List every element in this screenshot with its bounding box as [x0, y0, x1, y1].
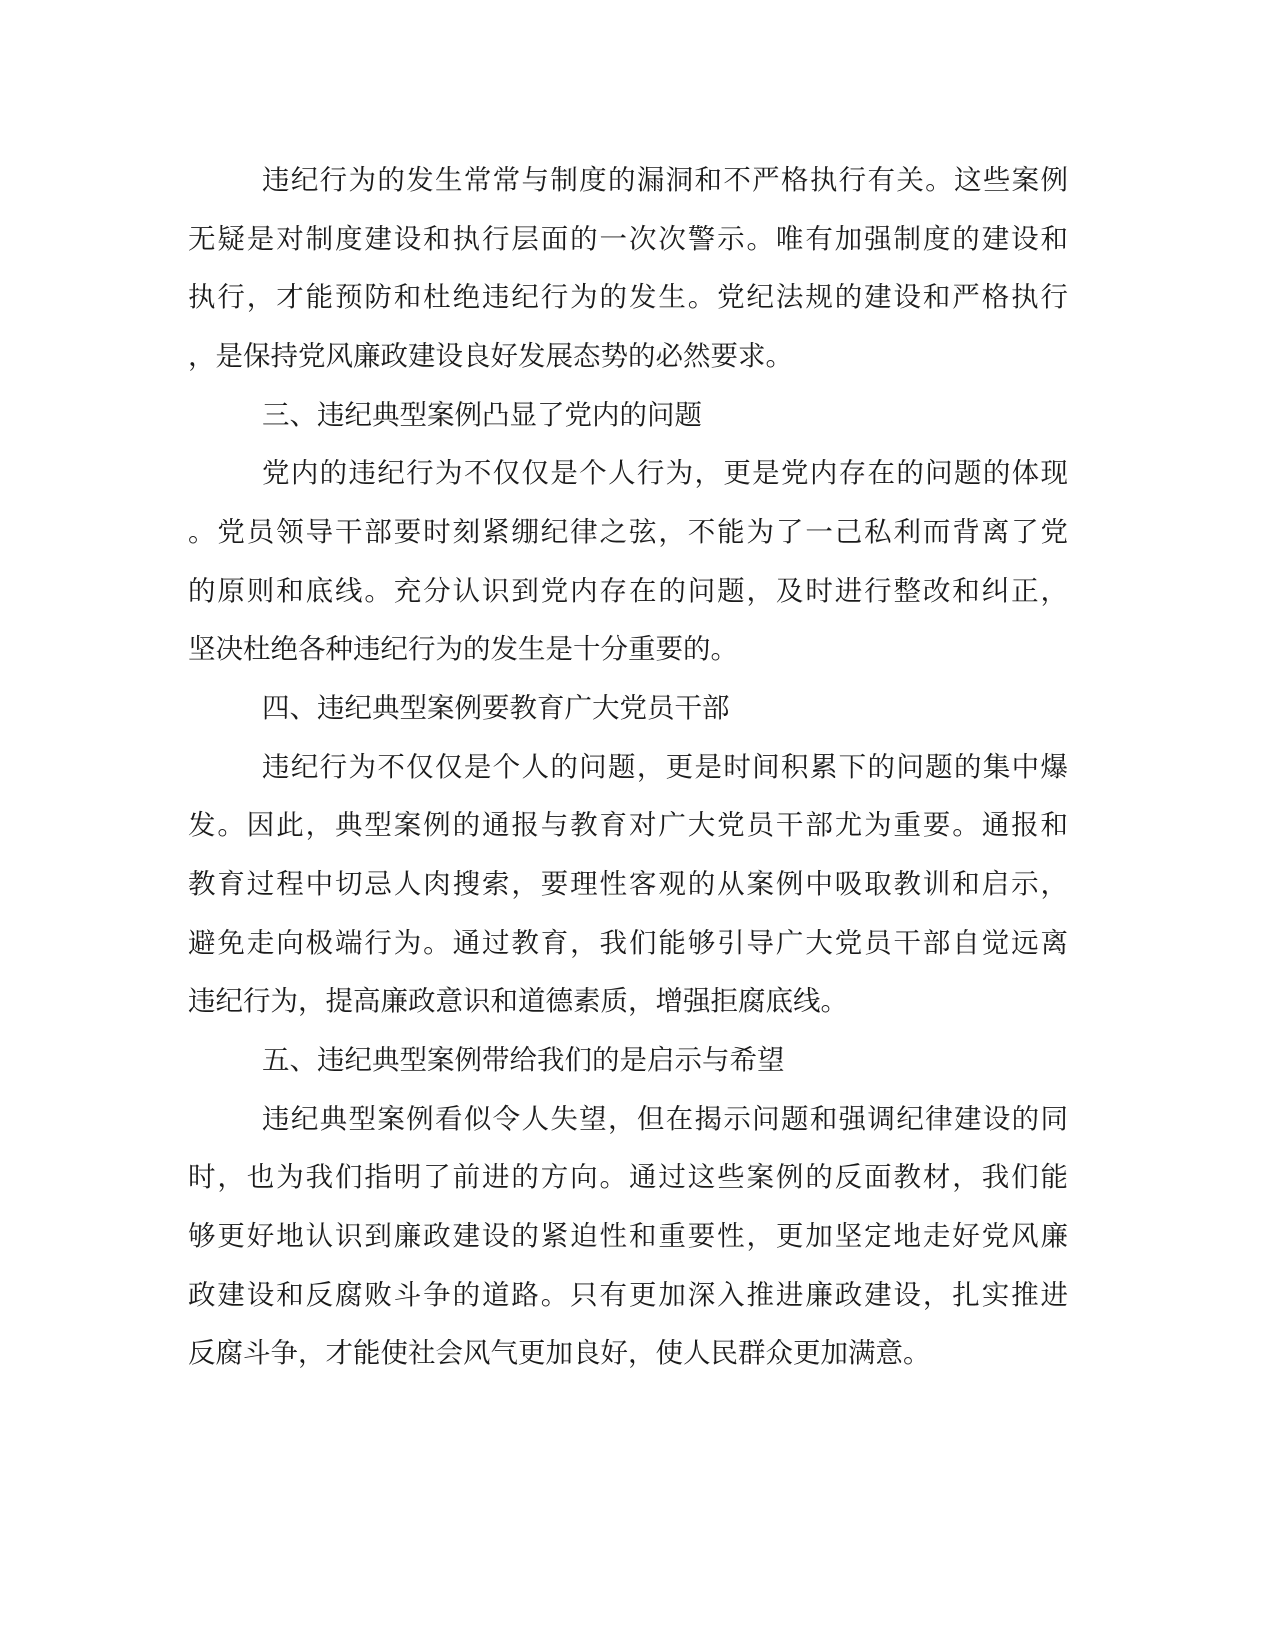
paragraph-line: 违纪行为的发生常常与制度的漏洞和不严格执行有关。这些案例	[262, 164, 1068, 196]
paragraph-line: 反腐斗争，才能使社会风气更加良好，使人民群众更加满意。	[188, 1337, 931, 1369]
section-heading: 四、违纪典型案例要教育广大党员干部	[262, 692, 730, 724]
paragraph-line: 违纪行为不仅仅是个人的问题，更是时间积累下的问题的集中爆	[262, 751, 1068, 783]
paragraph-line: 坚决杜绝各种违纪行为的发生是十分重要的。	[188, 633, 738, 665]
paragraph-line: 执行，才能预防和杜绝违纪行为的发生。党纪法规的建设和严格执行	[188, 281, 1068, 313]
paragraph-line: 违纪典型案例看似令人失望，但在揭示问题和强调纪律建设的同	[262, 1103, 1068, 1135]
paragraph-line: 时，也为我们指明了前进的方向。通过这些案例的反面教材，我们能	[188, 1161, 1068, 1193]
paragraph-line: 政建设和反腐败斗争的道路。只有更加深入推进廉政建设，扎实推进	[188, 1279, 1068, 1311]
paragraph-line: 党内的违纪行为不仅仅是个人行为，更是党内存在的问题的体现	[262, 457, 1068, 489]
section-heading: 五、违纪典型案例带给我们的是启示与希望	[262, 1044, 785, 1076]
paragraph-line: 教育过程中切忌人肉搜索，要理性客观的从案例中吸取教训和启示，	[188, 868, 1068, 900]
paragraph-line: 的原则和底线。充分认识到党内存在的问题，及时进行整改和纠正，	[188, 575, 1068, 607]
paragraph-line: 违纪行为，提高廉政意识和道德素质，增强拒腐底线。	[188, 985, 848, 1017]
paragraph-line: 避免走向极端行为。通过教育，我们能够引导广大党员干部自觉远离	[188, 927, 1068, 959]
paragraph-line: 。党员领导干部要时刻紧绷纪律之弦，不能为了一己私利而背离了党	[188, 516, 1068, 548]
paragraph-line: 发。因此，典型案例的通报与教育对广大党员干部尤为重要。通报和	[188, 809, 1068, 841]
paragraph-line: ，是保持党风廉政建设良好发展态势的必然要求。	[188, 340, 793, 372]
paragraph-line: 够更好地认识到廉政建设的紧迫性和重要性，更加坚定地走好党风廉	[188, 1220, 1068, 1252]
paragraph-line: 无疑是对制度建设和执行层面的一次次警示。唯有加强制度的建设和	[188, 223, 1068, 255]
section-heading: 三、违纪典型案例凸显了党内的问题	[262, 399, 702, 431]
